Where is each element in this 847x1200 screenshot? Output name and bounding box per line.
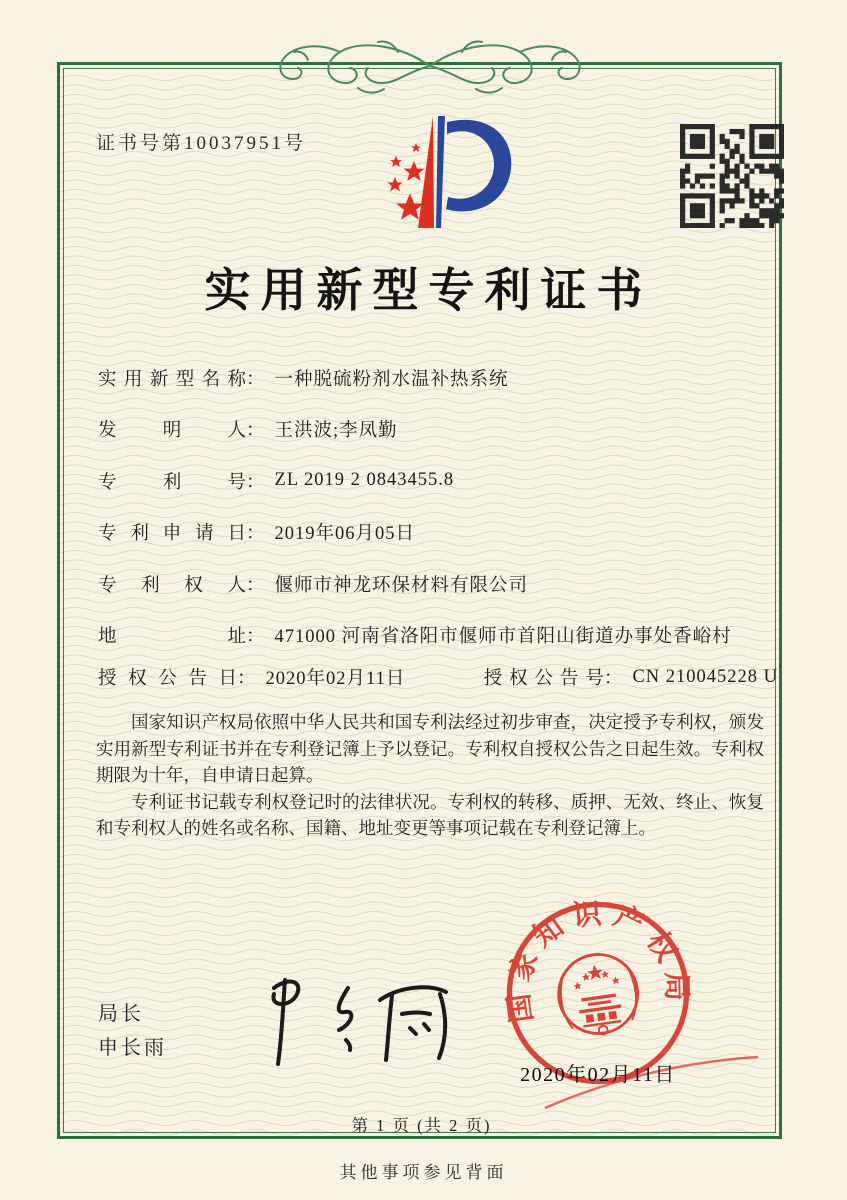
grant-date-value: 2020年02月11日 [265,669,406,689]
field-colon: ： [246,421,265,442]
national-emblem-icon [554,949,643,1040]
field-label: 实用新型名称 [98,369,246,390]
seal-date: 2020年02月11日 [520,1064,676,1086]
grant-number-value: CN 210045228 U [632,666,778,687]
certificate-fields [98,352,770,661]
field-value: 2019年06月05日 [274,524,416,545]
certificate-title: 实用新型专利证书 [204,265,653,316]
field-label: 专利权人 [98,575,246,596]
dragon-flourish-ornament [248,26,612,106]
field-row-filing-date [98,507,770,559]
legal-paragraph-2: 专利证书记载专利权登记时的法律状况。专利权的转移、质押、无效、终止、恢复和专利权人的姓名或名称、国籍、地址变更等事项记载在专利登记簿上。 [96,791,764,839]
field-value: 一种脱硫粉剂水温补热系统 [274,369,509,390]
field-colon: ： [237,669,256,689]
commissioner-name: 申长雨 [98,1037,167,1059]
field-row-utility-model-name [98,352,770,404]
field-label: 专利申请日 [98,524,246,545]
legal-text-block [96,709,764,842]
field-colon: ： [246,575,265,596]
back-side-note: 其他事项参见背面 [339,1163,508,1182]
field-colon: ： [603,669,623,689]
field-colon: ： [246,369,265,390]
field-row-patent-number [98,455,770,507]
page-number: 第 1 页 (共 2 页) [351,1116,492,1135]
commissioner-title: 局长 [98,1003,144,1025]
field-label: 发明人 [98,421,246,442]
grant-date-label: 授权公告日 [98,669,238,689]
field-row-patentee [98,558,770,610]
field-row-inventor [98,404,770,456]
field-value: 王洪波;李凤勤 [274,421,398,442]
field-colon: ： [246,524,265,545]
field-value: 偃师市神龙环保材料有限公司 [274,575,529,596]
field-value: ZL 2019 2 0843455.8 [274,470,455,491]
seal-text: 国家知识产权局 [502,897,693,1025]
certificate-number: 证书号第10037951号 [96,133,307,154]
legal-paragraph-1: 国家知识产权局依照中华人民共和国专利法经过初步审查，决定授予专利权，颁发实用新型专利证书并在专利登记簿上予以登记。专利权自授权公告之日起生效。专利权期限为十年，自申请日起算。 [96,712,764,786]
field-colon: ： [246,627,265,648]
field-row-address [98,610,770,662]
grant-number-label: 授权公告号 [483,669,604,689]
handwritten-signature-icon [222,972,452,1068]
field-colon: ： [246,472,265,493]
field-value: 471000 河南省洛阳市偃师市首阳山街道办事处香峪村 [274,627,732,648]
field-label: 专利号 [98,472,246,493]
cnipa-patent-logo-icon [352,110,517,235]
qr-code-icon [680,124,784,228]
svg-text:国家知识产权局 [497,892,697,1035]
grant-info-row [98,664,778,690]
field-label: 地址 [98,627,246,648]
